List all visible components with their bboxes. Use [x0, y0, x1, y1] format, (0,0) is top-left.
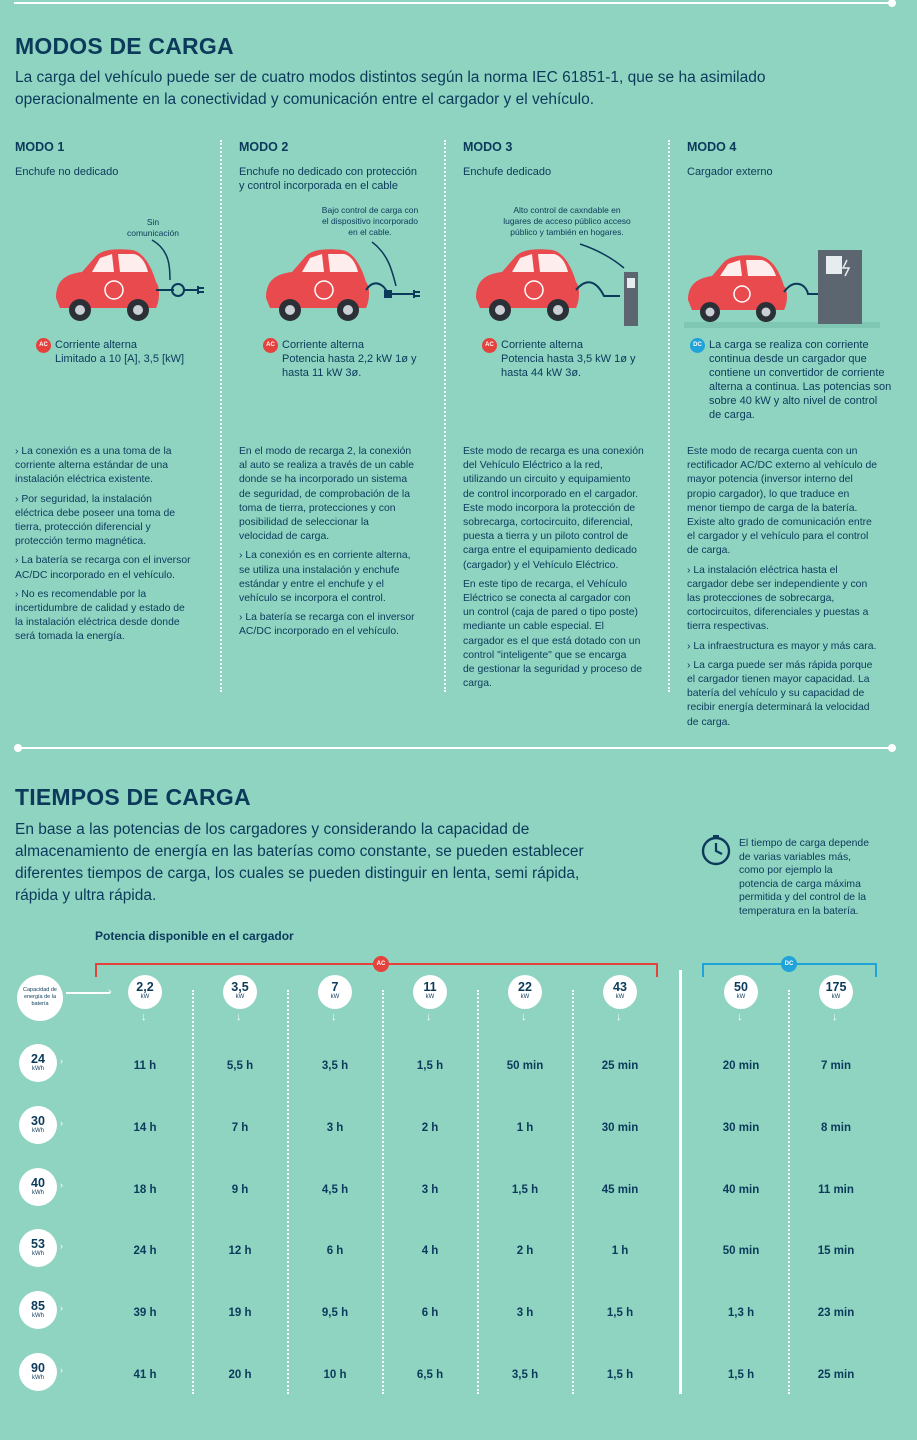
- charging-time-cell: 20 h: [228, 1369, 252, 1381]
- capacity-value: 85: [31, 1299, 45, 1313]
- power-value: 7: [331, 980, 339, 994]
- power-value: 3,5: [231, 980, 249, 994]
- charging-time-cell: 25 min: [601, 1060, 639, 1072]
- row-arrow-icon: ›: [60, 1118, 63, 1128]
- power-value: 22: [518, 980, 532, 994]
- down-arrow-icon: ↓: [331, 1011, 337, 1023]
- down-arrow-icon: ↓: [616, 1011, 622, 1023]
- mode-4-description: [687, 445, 902, 735]
- power-value: 50: [734, 980, 748, 994]
- charging-time-cell: 24 h: [133, 1245, 157, 1257]
- row-arrow-icon: ›: [60, 1241, 63, 1251]
- charging-time-cell: 6,5 h: [416, 1369, 444, 1381]
- mode-3-header: [463, 140, 668, 179]
- desc-paragraph: En el modo de recarga 2, la conexión al auto se realiza a través de un cable donde se ha incorporado un sistema de seguridad, de comprobación de la toma de tierra, protecciones y con posibilidad de seleccionar la velocidad de carga.: [239, 446, 415, 543]
- power-unit: kW: [520, 994, 530, 1000]
- ac-badge: AC: [482, 338, 497, 353]
- capacity-value: 90: [31, 1361, 45, 1375]
- charging-time-cell: 50 min: [506, 1060, 544, 1072]
- desc-paragraph: › La conexión es a una toma de la corriente alterna estándar de una instalación eléctrica existente.: [15, 446, 172, 486]
- capacity-arrow-head: ›: [108, 986, 112, 998]
- power-unit: kW: [425, 994, 435, 1000]
- power-unit: kW: [831, 994, 841, 1000]
- power-unit: kW: [736, 994, 746, 1000]
- desc-paragraph: › No es recomendable por la incertidumbre de calidad y estado de la instalación eléctrica desde donde será tomada la energía.: [15, 588, 185, 643]
- power-value: 11: [423, 980, 437, 994]
- column-divider: [572, 990, 574, 1394]
- charging-time-cell: 20 min: [722, 1060, 760, 1072]
- power-unit: kW: [235, 994, 245, 1000]
- charging-time-cell: 30 min: [601, 1122, 639, 1134]
- charging-time-cell: 3 h: [326, 1122, 344, 1134]
- mode-title: MODO 3: [463, 140, 513, 154]
- capacity-value: 30: [31, 1114, 45, 1128]
- charger-post-icon: [624, 272, 638, 326]
- desc-paragraph: › Por seguridad, la instalación eléctrica debe poseer una toma de tierra, protección diferencial y protección termo magnética.: [15, 493, 176, 548]
- mode-4-illustration: [684, 248, 880, 330]
- power-value: 2,2: [136, 980, 154, 994]
- battery-capacity-header: [19, 1353, 57, 1391]
- desc-paragraph: Este modo de recarga es una conexión del Vehículo Eléctrico a la red, utilizando un circuito y equipamiento de control incorporado en el cargador. Este modo incorpora la protección de sobrecarga, cortocircuito, diferencial, puesta a tierra y un piloto control de carga entre el equipamiento dedicado (cargador) y el Vehículo Eléctrico.: [463, 446, 644, 571]
- mode-4-spec: DC La carga se realiza con corriente continua desde un cargador que contiene un convertidor de corriente alterna a continua. Las potencias son sobre 40 kW y alto nivel de control de carga.: [690, 338, 891, 422]
- dc-bracket-badge: DC: [781, 956, 797, 972]
- power-value: 43: [613, 980, 627, 994]
- modos-intro-line2: operacionalmente en la conectividad y comunicación entre el cargador y el vehículo.: [15, 91, 595, 108]
- column-divider: [788, 990, 790, 1394]
- mode-1-description: [15, 445, 207, 650]
- mode-title: MODO 2: [239, 140, 289, 154]
- capacity-unit: kWh: [32, 1128, 44, 1134]
- charging-time-cell: 50 min: [722, 1245, 760, 1257]
- down-arrow-icon: ↓: [737, 1011, 743, 1023]
- charging-time-cell: 7 min: [820, 1060, 852, 1072]
- capacity-unit: kWh: [32, 1251, 44, 1257]
- mode-title: MODO 4: [687, 140, 737, 154]
- mode-1-header: [15, 140, 220, 179]
- charging-time-cell: 45 min: [601, 1184, 639, 1196]
- mode-3-illustration: [472, 238, 647, 330]
- section-divider: [18, 747, 890, 749]
- row-arrow-icon: ›: [60, 1303, 63, 1313]
- dc-charger-station-icon: [818, 250, 862, 324]
- power-unit: kW: [330, 994, 340, 1000]
- mode-1-callout: Sin comunicación: [127, 217, 179, 238]
- tiempos-intro: En base a las potencias de los cargadores y considerando la capacidad de almacenamiento de energía en las baterías como constante, se pueden establecer diferentes tiempos de carga, los cuales se pueden distinguir en lenta, semi rápida, rápida y ultra rápida.: [15, 821, 584, 904]
- mode-3-callout: Alto control de caxndable en lugares de acceso público acceso público y también en hogares.: [503, 205, 631, 237]
- capacity-value: 24: [31, 1052, 45, 1066]
- charging-time-cell: 12 h: [228, 1245, 252, 1257]
- charging-time-cell: 8 min: [820, 1122, 852, 1134]
- charging-time-cell: 1,3 h: [727, 1307, 755, 1319]
- down-arrow-icon: ↓: [521, 1011, 527, 1023]
- charging-time-cell: 4 h: [421, 1245, 439, 1257]
- power-header: [819, 975, 853, 1009]
- mode-subtitle: Enchufe dedicado: [463, 166, 552, 178]
- column-divider: [192, 990, 194, 1394]
- charging-time-cell: 1,5 h: [606, 1307, 634, 1319]
- power-header: [318, 975, 352, 1009]
- mode-2-header: [239, 140, 444, 193]
- column-divider: [287, 990, 289, 1394]
- power-header: [413, 975, 447, 1009]
- down-arrow-icon: ↓: [236, 1011, 242, 1023]
- charging-time-cell: 1,5 h: [606, 1369, 634, 1381]
- charging-time-cell: 18 h: [133, 1184, 157, 1196]
- charging-time-cell: 11 h: [133, 1060, 157, 1072]
- section-title-tiempos: TIEMPOS DE CARGA: [15, 784, 251, 810]
- mode-2-description: [239, 445, 431, 645]
- modos-intro-line1: La carga del vehículo puede ser de cuatro modos distintos según la norma IEC 61851-1, que se ha asimilado: [15, 69, 766, 86]
- mode-subtitle: Cargador externo: [687, 166, 773, 178]
- charging-time-cell: 1 h: [611, 1245, 629, 1257]
- charging-time-cell: 10 h: [323, 1369, 347, 1381]
- top-divider: [14, 2, 890, 4]
- battery-capacity-header: [19, 1168, 57, 1206]
- capacity-value: 40: [31, 1176, 45, 1190]
- row-arrow-icon: ›: [60, 1180, 63, 1190]
- mode-1-illustration: [52, 238, 212, 330]
- dc-badge: DC: [690, 338, 705, 353]
- desc-paragraph: › La conexión es en corriente alterna, se utiliza una instalación y enchufe estándar y entre el enchufe y el vehículo se incorpora el control.: [239, 550, 411, 605]
- car-icon: [688, 255, 787, 322]
- desc-paragraph: › La infraestructura es mayor y más cara.: [687, 640, 877, 652]
- mode-2-spec: AC Corriente alterna Potencia hasta 2,2 kW 1ø y hasta 11 kW 3ø.: [263, 338, 417, 380]
- charging-time-cell: 1,5 h: [416, 1060, 444, 1072]
- tiempos-note: El tiempo de carga depende de varias variables más, como por ejemplo la potencia de carga máxima permitida y del control de la temperatura en la batería.: [739, 838, 869, 917]
- charging-time-cell: 1,5 h: [727, 1369, 755, 1381]
- charging-time-cell: 1 h: [516, 1122, 534, 1134]
- row-arrow-icon: ›: [60, 1056, 63, 1066]
- charging-time-cell: 23 min: [817, 1307, 855, 1319]
- mode-title: MODO 1: [15, 140, 65, 154]
- capacity-header: Capacidad de energía de la batería: [17, 975, 63, 1021]
- capacity-unit: kWh: [32, 1066, 44, 1072]
- charging-time-cell: 9 h: [231, 1184, 249, 1196]
- power-header: [128, 975, 162, 1009]
- charging-time-cell: 15 min: [817, 1245, 855, 1257]
- battery-capacity-header: [19, 1229, 57, 1267]
- charging-time-cell: 3,5 h: [511, 1369, 539, 1381]
- mode-2-illustration: [262, 238, 427, 330]
- mode-3-spec: AC Corriente alterna Potencia hasta 3,5 kW 1ø y hasta 44 kW 3ø.: [482, 338, 636, 380]
- capacity-value: 53: [31, 1237, 45, 1251]
- mode-1-spec: AC Corriente alterna Limitado a 10 [A], 3,5 [kW]: [36, 338, 184, 366]
- charging-time-cell: 7 h: [231, 1122, 249, 1134]
- battery-capacity-header: [19, 1044, 57, 1082]
- mode-4-header: [687, 140, 892, 179]
- desc-paragraph: › La carga puede ser más rápida porque el cargador tienen mayor capacidad. La batería del vehículo y su capacidad de recibir energía determinará la velocidad de carga.: [687, 659, 873, 728]
- ac-badge: AC: [36, 338, 51, 353]
- section-title-modos: MODOS DE CARGA: [15, 33, 234, 59]
- mode-subtitle: Enchufe no dedicado con protección y control incorporada en el cable: [239, 166, 417, 192]
- charging-time-cell: 25 min: [817, 1369, 855, 1381]
- capacity-unit: kWh: [32, 1313, 44, 1319]
- car-icon: [266, 249, 369, 321]
- power-header: [603, 975, 637, 1009]
- mode-divider: [668, 140, 670, 692]
- charging-time-cell: 11 min: [818, 1184, 854, 1196]
- charging-time-cell: 19 h: [228, 1307, 252, 1319]
- ac-bracket-badge: AC: [373, 956, 389, 972]
- charging-time-cell: 3 h: [421, 1184, 439, 1196]
- power-header: [724, 975, 758, 1009]
- desc-paragraph: Este modo de recarga cuenta con un rectificador AC/DC externo al vehículo de mayor potencia (inversor interno del propio cargador), lo que traduce en menor tiempo de carga de la batería. Existe alto grado de comunicación entre el cargador y el vehículo para el control de carga.: [687, 446, 878, 557]
- power-unit: kW: [615, 994, 625, 1000]
- column-divider: [382, 990, 384, 1394]
- mode-divider: [220, 140, 222, 692]
- row-arrow-icon: ›: [60, 1365, 63, 1375]
- mode-3-description: [463, 445, 655, 696]
- desc-paragraph: › La batería se recarga con el inversor AC/DC incorporado en el vehículo.: [239, 612, 415, 638]
- charging-time-cell: 4,5 h: [321, 1184, 349, 1196]
- battery-capacity-header: [19, 1106, 57, 1144]
- charging-time-cell: 5,5 h: [226, 1060, 254, 1072]
- capacity-arrow-icon: [66, 992, 110, 994]
- clock-icon: [700, 834, 732, 866]
- charging-time-cell: 39 h: [133, 1307, 157, 1319]
- down-arrow-icon: ↓: [832, 1011, 838, 1023]
- charging-time-cell: 30 min: [722, 1122, 760, 1134]
- power-unit: kW: [140, 994, 150, 1000]
- capacity-unit: kWh: [32, 1190, 44, 1196]
- power-header: [508, 975, 542, 1009]
- charging-time-cell: 41 h: [133, 1369, 157, 1381]
- section-divider-dot: [888, 744, 896, 752]
- desc-paragraph: › La batería se recarga con el inversor AC/DC incorporado en el vehículo.: [15, 555, 191, 581]
- car-icon: [476, 249, 579, 321]
- mode-divider: [444, 140, 446, 692]
- battery-capacity-header: [19, 1291, 57, 1329]
- mode-2-callout: Bajo control de carga con el dispositivo incorporado en el cable.: [321, 205, 419, 237]
- desc-paragraph: › La instalación eléctrica hasta el cargador debe ser independiente y con las protecciones de sobrecarga, cortocircuitos, diferenciales y puestas a tierra respectivas.: [687, 564, 869, 633]
- capacity-unit: kWh: [32, 1375, 44, 1381]
- top-divider-dot: [888, 0, 896, 7]
- charging-time-cell: 2 h: [421, 1122, 439, 1134]
- charging-time-cell: 1,5 h: [511, 1184, 539, 1196]
- column-divider: [477, 990, 479, 1394]
- charging-time-cell: 40 min: [722, 1184, 760, 1196]
- power-value: 175: [825, 980, 847, 994]
- charging-time-cell: 3,5 h: [321, 1060, 349, 1072]
- charging-time-cell: 2 h: [516, 1245, 534, 1257]
- charging-time-cell: 14 h: [133, 1122, 157, 1134]
- down-arrow-icon: ↓: [141, 1011, 147, 1023]
- down-arrow-icon: ↓: [426, 1011, 432, 1023]
- ac-dc-separator: [679, 970, 682, 1394]
- car-icon: [56, 249, 159, 321]
- charging-time-cell: 6 h: [326, 1245, 344, 1257]
- mode-subtitle: Enchufe no dedicado: [15, 166, 119, 178]
- charging-time-cell: 6 h: [421, 1307, 439, 1319]
- power-header: [223, 975, 257, 1009]
- ac-badge: AC: [263, 338, 278, 353]
- charging-time-cell: 9,5 h: [321, 1307, 349, 1319]
- power-label: Potencia disponible en el cargador: [95, 929, 294, 943]
- charging-time-cell: 3 h: [516, 1307, 534, 1319]
- desc-paragraph: En este tipo de recarga, el Vehículo Eléctrico se conecta al cargador con un control (caja de pared o tipo poste) mediante un cable especial. El cargador es el que está dotado con un control "inteligente" que se encarga de gestionar la seguridad y proceso de carga.: [463, 578, 643, 690]
